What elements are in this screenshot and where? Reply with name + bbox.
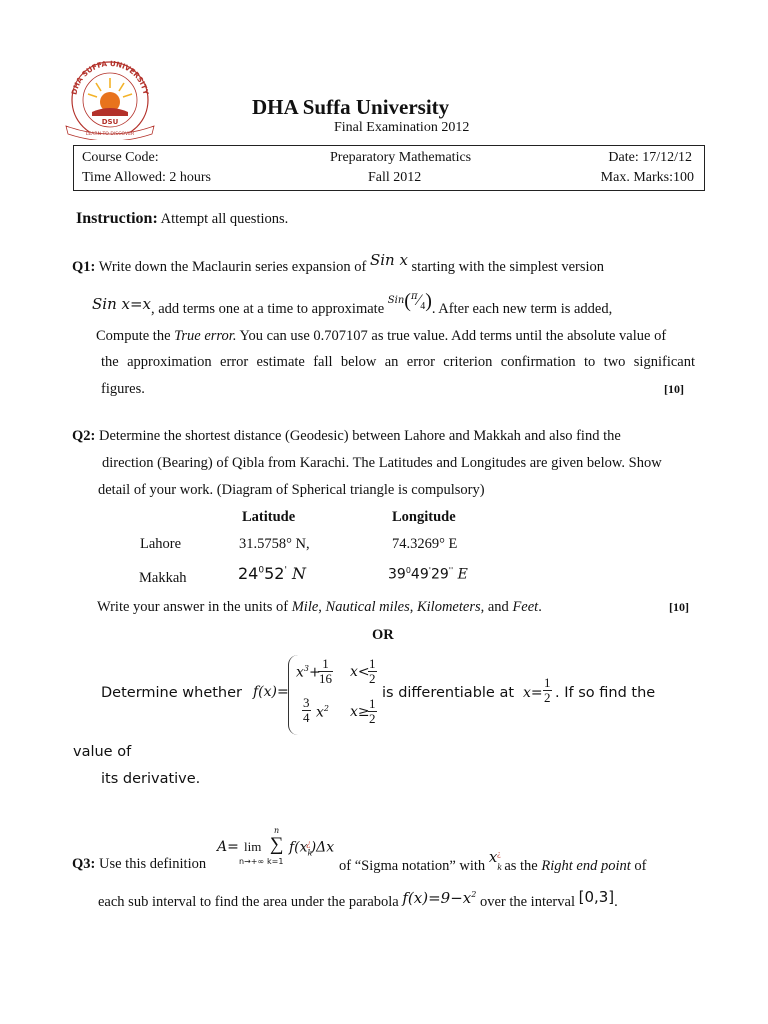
case1-sup: 3	[303, 664, 309, 673]
q3-xk-star: ¿	[497, 849, 501, 859]
q2-label: Q2:	[72, 428, 96, 444]
max-marks: Max. Marks:100	[600, 170, 694, 185]
q1-slash: ⁄	[417, 292, 421, 309]
instruction	[76, 210, 288, 228]
unit-km: Kilometers	[416, 599, 481, 615]
q1-line2-text: , add terms one at a time to approximate	[151, 301, 388, 317]
q1-line2-end: . After each new term is added,	[431, 301, 613, 317]
row-makkah-lat	[238, 564, 306, 584]
case1-frac	[318, 657, 333, 685]
logo-motto: LEARN TO DISCOVER	[85, 132, 135, 137]
case2-frac	[302, 696, 311, 724]
subject-name: Preparatory Mathematics	[330, 150, 472, 165]
q2-line1	[72, 428, 621, 445]
frac-3-num: 3	[303, 695, 310, 710]
term: Fall 2012	[368, 170, 422, 185]
q3-dx: )Δx	[310, 839, 335, 856]
q3-label: Q3:	[72, 856, 96, 872]
case2-cond-frac	[368, 697, 377, 725]
time-allowed: Time Allowed: 2 hours	[82, 170, 211, 185]
q3-line1-c: as the	[500, 858, 542, 874]
q3-f: f(x	[289, 839, 308, 856]
q3-xk: x	[488, 848, 498, 866]
q1-line4: the approximation error estimate fall below an error criterion confirmation to two significant	[101, 354, 695, 370]
q1-line5: figures.	[101, 381, 145, 397]
lon-sec: 29	[430, 566, 449, 583]
q1-line2	[92, 290, 613, 319]
q3-xk-sub: k	[497, 862, 503, 872]
row-lahore-city: Lahore	[140, 536, 182, 552]
case2-expr	[316, 704, 329, 721]
q1-label: Q1:	[72, 259, 96, 275]
q3-sum-top: n	[274, 826, 280, 835]
units-end: .	[538, 599, 542, 615]
frac-3-den: 4	[303, 709, 310, 725]
q3-line2-b: over the interval	[476, 894, 579, 910]
q1-paren-open: (	[404, 290, 411, 312]
q3-line1-b: of “Sigma notation” with	[339, 858, 489, 874]
q1-line3	[96, 328, 666, 345]
exam-date: Date: 17/12/12	[608, 150, 692, 165]
q3-right-end-point: Right end point	[541, 858, 631, 874]
unit-mile: Mile	[291, 599, 319, 615]
exam-subtitle: Final Examination 2012	[334, 120, 470, 135]
units-sep1: ,	[318, 599, 326, 615]
q1-text-end: starting with the simplest version	[407, 259, 605, 275]
instruction-text: Attempt all questions.	[157, 211, 289, 227]
lon-sec-sup: ''	[448, 566, 454, 575]
q3-star: ¿	[306, 839, 311, 848]
lon-min-sup: '	[428, 566, 431, 575]
units-sep3: , and	[480, 599, 513, 615]
q2-line3: detail of your work. (Diagram of Spherical triangle is compulsory)	[98, 482, 485, 498]
alt-line2: value of	[73, 744, 132, 760]
alt-intro: Determine whether	[101, 685, 242, 701]
q3-line1-a: Use this definition	[95, 856, 207, 872]
case2-cond: x≥	[350, 704, 370, 720]
q1-four: 4	[420, 301, 426, 312]
q3-line1-mid	[339, 848, 647, 876]
lon-dir: E	[453, 566, 468, 583]
lon-min: 49	[410, 566, 429, 583]
q1-sinx: Sin x	[369, 251, 408, 269]
q1-pi: π	[410, 291, 418, 302]
q1-line3-a: Compute the	[96, 328, 175, 344]
q2-line2: direction (Bearing) of Qibla from Karachi. The Latitudes and Longitudes are given below. Show	[102, 455, 662, 471]
q1-paren-close: )	[425, 290, 432, 312]
row-makkah-lon	[388, 566, 468, 584]
table-header-latitude: Latitude	[242, 509, 296, 525]
frac-5-den: 2	[544, 689, 551, 705]
units-text: Write your answer in the units of	[97, 599, 292, 615]
sun-icon	[88, 78, 132, 116]
case1-plus: +	[309, 664, 321, 681]
q1-eq: Sin x=x	[92, 295, 151, 313]
university-title: DHA Suffa University	[252, 95, 450, 119]
q1-line1	[72, 251, 605, 276]
q2-units-line	[97, 599, 542, 616]
q3-line2-end: .	[614, 894, 618, 910]
q3-interval: [0,3]	[578, 888, 615, 906]
frac-5-num: 1	[544, 675, 551, 690]
q3-line1-d: of	[630, 858, 647, 874]
unit-nautical: Nautical miles	[325, 599, 410, 615]
frac-2-num: 1	[369, 656, 376, 671]
q3-parabola: f(x)=9−x	[402, 889, 472, 907]
frac-1-num: 1	[318, 657, 333, 672]
alt-middle: is differentiable at	[382, 685, 515, 701]
frac-1-den: 16	[319, 670, 332, 686]
q1-sin: Sin	[387, 295, 405, 306]
row-lahore-lat: 31.5758° N,	[239, 536, 310, 552]
alt-xeq: x=	[523, 685, 543, 701]
q3-sigma: ∑	[270, 834, 284, 855]
course-info-box	[73, 145, 705, 191]
case1-cond-frac	[368, 657, 377, 685]
lat-min-sup: '	[284, 565, 287, 576]
q1-marks: [10]	[664, 382, 684, 396]
q3-line2	[98, 888, 618, 911]
q3-line1	[72, 856, 206, 873]
row-makkah-city: Makkah	[139, 570, 187, 586]
q3-A: A=	[217, 839, 239, 855]
case2-x: x	[316, 704, 324, 721]
lon-deg-sup: 0	[405, 566, 411, 575]
case1-cond: x<	[350, 664, 370, 680]
q1-line3-b: You can use 0.707107 as true value. Add terms until the absolute value of	[236, 328, 667, 344]
q3-term	[289, 839, 334, 857]
frac-4-num: 1	[369, 696, 376, 711]
university-logo	[62, 56, 158, 140]
q3-sum-bot: k=1	[267, 857, 284, 866]
frac-2-den: 2	[369, 670, 376, 686]
course-code: Course Code:	[82, 150, 159, 165]
q2-marks: [10]	[669, 600, 689, 614]
q3-parabola-sup: 2	[471, 890, 477, 900]
q3-lim-sub: n→+∞	[239, 857, 265, 866]
svg-text:DHA SUFFA UNIVERSITY	[69, 59, 150, 96]
q2-line1-text: Determine the shortest distance (Geodesic) between Lahore and Makkah and also find the	[95, 428, 621, 444]
lat-deg-sup: 0	[258, 565, 265, 576]
lat-dir: N	[286, 564, 307, 583]
q1-true-error: True error.	[174, 328, 237, 344]
case1-x: x	[296, 664, 304, 681]
instruction-label: Instruction:	[76, 210, 158, 227]
lat-min: 52	[264, 564, 285, 583]
lat-deg: 24	[238, 564, 259, 583]
units-sep2: ,	[409, 599, 417, 615]
q3-lim: lim	[244, 839, 262, 854]
logo-abbr: DSU	[101, 118, 119, 126]
unit-feet: Feet	[512, 599, 539, 615]
alt-point-frac	[543, 676, 552, 704]
row-lahore-lon: 74.3269° E	[392, 536, 458, 552]
logo-text: DHA SUFFA UNIVERSITY	[69, 58, 151, 96]
alt-line3: its derivative.	[101, 771, 201, 787]
or-separator: OR	[372, 627, 394, 643]
alt-end: . If so find the	[555, 685, 656, 701]
case2-sup: 2	[323, 704, 329, 713]
table-header-longitude: Longitude	[392, 509, 456, 525]
alt-fx: f(x)=	[253, 684, 289, 700]
q3-line2-a: each sub interval to find the area under the parabola	[98, 894, 403, 910]
lon-deg: 39	[388, 566, 406, 583]
q1-text: Write down the Maclaurin series expansion of	[95, 259, 370, 275]
frac-4-den: 2	[369, 710, 376, 726]
q3-k: k	[307, 848, 313, 858]
